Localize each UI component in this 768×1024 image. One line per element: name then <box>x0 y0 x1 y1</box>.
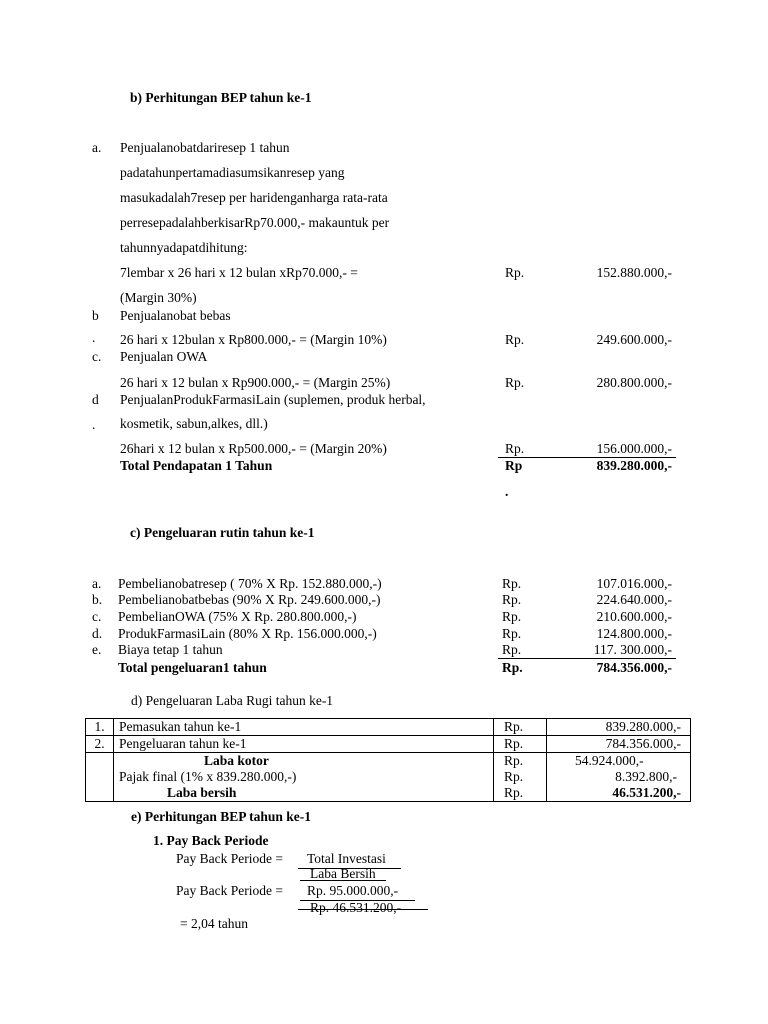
expense-c-amount: 210.600.000,- <box>596 609 672 624</box>
row-rp: Rp. <box>494 719 547 736</box>
item-d-desc: PenjualanProdukFarmasiLain (suplemen, produk herbal, <box>120 392 426 407</box>
table-row <box>86 719 691 736</box>
payback-eq2-numerator: Rp. 95.000.000,- <box>307 883 399 898</box>
row-amount: 839.280.000,- <box>547 719 691 736</box>
row-number: 2. <box>86 736 114 753</box>
item-c-calc: 26 hari x 12 bulan x Rp900.000,- = (Margin 25%) <box>120 375 391 390</box>
item-c-amount: 280.800.000,- <box>596 375 672 390</box>
income-total-rp-dot: . <box>505 484 509 499</box>
fraction-underline-1 <box>300 880 386 881</box>
item-c-marker: c. <box>92 349 102 364</box>
item-a-calc: 7lembar x 26 hari x 12 bulan xRp70.000,- = <box>120 265 358 280</box>
income-total-amount: 839.280.000,- <box>596 458 672 473</box>
section-d-title: d) Pengeluaran Laba Rugi tahun ke-1 <box>131 693 334 708</box>
expense-c-rp: Rp. <box>502 609 522 624</box>
row-amount: 784.356.000,- <box>547 736 691 753</box>
section-e-title: e) Perhitungan BEP tahun ke-1 <box>131 809 312 824</box>
expense-e-amount: 117. 300.000,- <box>593 642 672 657</box>
item-d-calc: 26hari x 12 bulan x Rp500.000,- = (Margin 20%) <box>120 441 387 456</box>
expense-total-amount: 784.356.000,- <box>596 660 672 675</box>
table-row <box>86 753 691 802</box>
item-b-amount: 249.600.000,- <box>596 332 672 347</box>
item-b-rp: Rp. <box>505 332 525 347</box>
expense-a-rp: Rp. <box>502 576 522 591</box>
net-profit-rp: Rp. <box>504 785 524 800</box>
table-row <box>86 736 691 753</box>
gross-profit-label: Laba kotor <box>204 753 269 768</box>
expense-b-label: Pembelianobatbebas (90% X Rp. 249.600.000,-) <box>118 592 381 607</box>
payback-eq1-denominator: Laba Bersih <box>310 866 376 881</box>
net-profit-amount: 46.531.200,- <box>612 785 681 800</box>
gross-profit-rp: Rp. <box>504 753 524 768</box>
expense-b-marker: b. <box>92 592 103 607</box>
item-b-marker-dot: . <box>92 330 96 345</box>
income-total-label: Total Pendapatan 1 Tahun <box>120 458 273 473</box>
tax-label: Pajak final (1% x 839.280.000,-) <box>119 769 297 784</box>
item-a-marker: a. <box>92 140 102 155</box>
payback-eq2-denominator: Rp. 46.531.200,- <box>310 900 402 915</box>
summary-labels-cell <box>114 753 494 802</box>
row-rp: Rp. <box>494 736 547 753</box>
item-b-marker: b <box>92 308 99 323</box>
income-total-rp: Rp <box>505 458 523 473</box>
expense-b-amount: 224.640.000,- <box>596 592 672 607</box>
item-a-line-3: masukadalah7resep per haridenganharga rata-rata <box>120 190 388 205</box>
item-a-rp: Rp. <box>505 265 525 280</box>
section-c-title: c) Pengeluaran rutin tahun ke-1 <box>130 525 315 540</box>
item-a-line-2: padatahunpertamadiasumsikanresep yang <box>120 165 345 180</box>
item-a-line-1: Penjualanobatdariresep 1 tahun <box>120 140 290 155</box>
payback-result: = 2,04 tahun <box>180 916 248 931</box>
payback-subtitle: 1. Pay Back Periode <box>153 833 269 848</box>
summary-rp-cell <box>494 753 547 802</box>
section-b-title: b) Perhitungan BEP tahun ke-1 <box>130 90 312 105</box>
expense-c-marker: c. <box>92 609 102 624</box>
item-d-marker-dot: . <box>92 417 96 432</box>
payback-eq2-left: Pay Back Periode = <box>176 883 283 898</box>
expense-total-divider <box>498 658 676 659</box>
item-d-rp: Rp. <box>505 441 525 456</box>
expense-d-marker: d. <box>92 626 103 641</box>
item-b-desc: Penjualanobat bebas <box>120 308 231 323</box>
expense-a-amount: 107.016.000,- <box>596 576 672 591</box>
item-d-amount: 156.000.000,- <box>596 441 672 456</box>
fraction-strike-2 <box>298 909 428 910</box>
payback-eq1-numerator: Total Investasi <box>307 851 386 866</box>
profit-loss-table <box>85 718 691 802</box>
expense-d-label: ProdukFarmasiLain (80% X Rp. 156.000.000,-) <box>118 626 377 641</box>
item-d-desc-2: kosmetik, sabun,alkes, dll.) <box>120 416 268 431</box>
row-label: Pemasukan tahun ke-1 <box>114 719 494 736</box>
tax-amount: 8.392.800,- <box>615 769 677 784</box>
item-a-margin-note: (Margin 30%) <box>120 290 197 305</box>
expense-e-label: Biaya tetap 1 tahun <box>118 642 223 657</box>
tax-rp: Rp. <box>504 769 524 784</box>
row-label: Pengeluaran tahun ke-1 <box>114 736 494 753</box>
item-b-calc: 26 hari x 12bulan x Rp800.000,- = (Margin 10%) <box>120 332 387 347</box>
item-d-marker: d <box>92 392 99 407</box>
item-a-line-4: perresepadalahberkisarRp70.000,- makauntuk per <box>120 215 390 230</box>
expense-b-rp: Rp. <box>502 592 522 607</box>
expense-c-label: PembelianOWA (75% X Rp. 280.800.000,-) <box>118 609 357 624</box>
expense-d-rp: Rp. <box>502 626 522 641</box>
item-a-amount: 152.880.000,- <box>596 265 672 280</box>
expense-a-label: Pembelianobatresep ( 70% X Rp. 152.880.000,-) <box>118 576 382 591</box>
expense-a-marker: a. <box>92 576 102 591</box>
expense-d-amount: 124.800.000,- <box>596 626 672 641</box>
item-c-desc: Penjualan OWA <box>120 349 208 364</box>
net-profit-label: Laba bersih <box>167 785 237 800</box>
item-a-line-5: tahunnyadapatdihitung: <box>120 240 248 255</box>
expense-e-rp: Rp. <box>502 642 522 657</box>
row-number: 1. <box>86 719 114 736</box>
item-c-rp: Rp. <box>505 375 525 390</box>
gross-profit-amount: 54.924.000,- <box>575 753 644 768</box>
expense-e-marker: e. <box>92 642 102 657</box>
expense-total-rp: Rp. <box>502 660 523 675</box>
payback-eq1-left: Pay Back Periode = <box>176 851 283 866</box>
summary-amount-cell <box>547 753 691 802</box>
empty-number-cell <box>86 753 114 802</box>
expense-total-label: Total pengeluaran1 tahun <box>118 660 267 675</box>
